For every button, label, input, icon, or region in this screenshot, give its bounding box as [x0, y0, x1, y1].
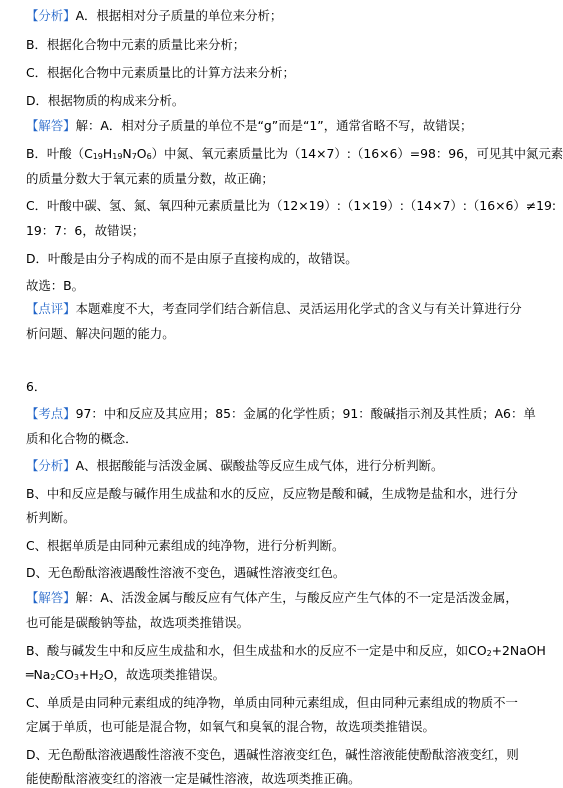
solution-line-d: D．叶酸是由分子构成的而不是由原子直接构成的，故错误。: [26, 251, 358, 266]
formula-text: +H: [78, 667, 99, 682]
formula-subscript: 2: [98, 673, 104, 682]
analysis-tag: 【分析】: [26, 8, 76, 23]
analysis-line-c: C．根据化合物中元素质量比的计算方法来分析；: [26, 65, 295, 80]
formula-text: O: [136, 146, 147, 161]
formula-subscript: 7: [131, 152, 137, 161]
solution-text: B．叶酸（C: [26, 146, 93, 161]
comment-line-2: 析问题、解决问题的能力。: [26, 326, 175, 341]
formula-text: ═Na: [26, 667, 51, 682]
solution-text: B、酸与碱发生中和反应生成盐和水，但生成盐和水的反应不一定是中和反应，如CO: [26, 643, 487, 658]
analysis6-line-c: C、根据单质是由同种元素组成的纯净物，进行分析判断。: [26, 538, 345, 553]
solution-text: ）中氮、氧元素质量比为（14×7）:（16×6）=98：96，可见其中氮元素: [151, 146, 563, 161]
formula-text: N: [122, 146, 132, 161]
solution6-line-b2: [26, 666, 516, 687]
solution6-line-b1: [26, 642, 546, 663]
formula-text: H: [102, 146, 113, 161]
solution-line-a: [26, 117, 516, 135]
answer-line: 故选：B。: [26, 278, 85, 293]
formula-subscript: 2: [486, 649, 492, 658]
solution6-line-d2: 能使酚酞溶液变红的溶液一定是碱性溶液，故选项类推正确。: [26, 771, 361, 786]
comment-tag: 【点评】: [26, 301, 76, 316]
analysis6-line-b2: 析判断。: [26, 510, 76, 525]
analysis-line-a: [26, 7, 516, 25]
solution-text: 解：A、活泼金属与酸反应有气体产生，与酸反应产生气体的不一定是活泼金属，: [75, 590, 518, 605]
solution6-line-a1: [26, 589, 516, 607]
solution-tag: 【解答】: [26, 118, 76, 133]
solution6-line-c1: C、单质是由同种元素组成的纯净物，单质由同种元素组成，但由同种元素组成的物质不一: [26, 695, 518, 710]
formula-subscript: 19: [92, 152, 103, 161]
solution-line-c2: 19：7：6，故错误；: [26, 223, 145, 238]
analysis-line-b: B．根据化合物中元素的质量比来分析；: [26, 37, 246, 52]
solution-text: O，故选项类推错误。: [103, 667, 225, 682]
analysis-text: A、根据酸能与活泼金属、碳酸盐等反应生成气体，进行分析判断。: [75, 458, 444, 473]
analysis6-line-d: D、无色酚酞溶液遇酸性溶液不变色，遇碱性溶液变红色。: [26, 565, 346, 580]
comment-line-1: [26, 300, 522, 318]
solution-line-b1: [26, 145, 563, 166]
analysis-text: A．根据相对分子质量的单位来分析；: [75, 8, 283, 23]
solution-line-c1: C．叶酸中碳、氢、氮、氧四种元素质量比为（12×19）:（1×19）:（14×7）:（16×6）≠19:: [26, 198, 557, 213]
solution-text: 解：A．相对分子质量的单位不是“g”而是“1”，通常省略不写，故错误；: [75, 118, 473, 133]
kaodian-tag: 【考点】: [26, 406, 76, 421]
kaodian-text: 97：中和反应及其应用；85：金属的化学性质；91：酸碱指示剂及其性质；A6：单: [75, 406, 536, 421]
formula-subscript: 2: [50, 673, 56, 682]
question-number: 6．: [26, 379, 47, 394]
formula-subscript: 6: [146, 152, 152, 161]
analysis6-line-b1: B、中和反应是酸与碱作用生成盐和水的反应，反应物是酸和碱，生成物是盐和水，进行分: [26, 486, 518, 501]
formula-text: CO: [55, 667, 74, 682]
solution-line-b2: 的质量分数大于氧元素的质量分数，故正确；: [26, 171, 274, 186]
solution-text: +2NaOH: [491, 643, 546, 658]
kaodian-line-2: 质和化合物的概念．: [26, 431, 138, 446]
solution6-line-d1: D、无色酚酞溶液遇酸性溶液不变色，遇碱性溶液变红色，碱性溶液能使酚酞溶液变红，则: [26, 747, 519, 762]
analysis-tag: 【分析】: [26, 458, 76, 473]
solution6-line-c2: 定属于单质，也可能是混合物，如氧气和臭氧的混合物，故选项类推错误。: [26, 719, 435, 734]
comment-text: 本题难度不大，考查同学们结合新信息、灵活运用化学式的含义与有关计算进行分: [75, 301, 522, 316]
solution-tag: 【解答】: [26, 590, 76, 605]
kaodian-line-1: [26, 405, 536, 423]
formula-subscript: 3: [73, 673, 79, 682]
analysis-line-d: D．根据物质的构成来分析。: [26, 93, 185, 108]
formula-subscript: 19: [112, 152, 123, 161]
solution6-line-a2: 也可能是碳酸钠等盐，故选项类推错误。: [26, 615, 250, 630]
analysis6-line-a: [26, 457, 516, 475]
